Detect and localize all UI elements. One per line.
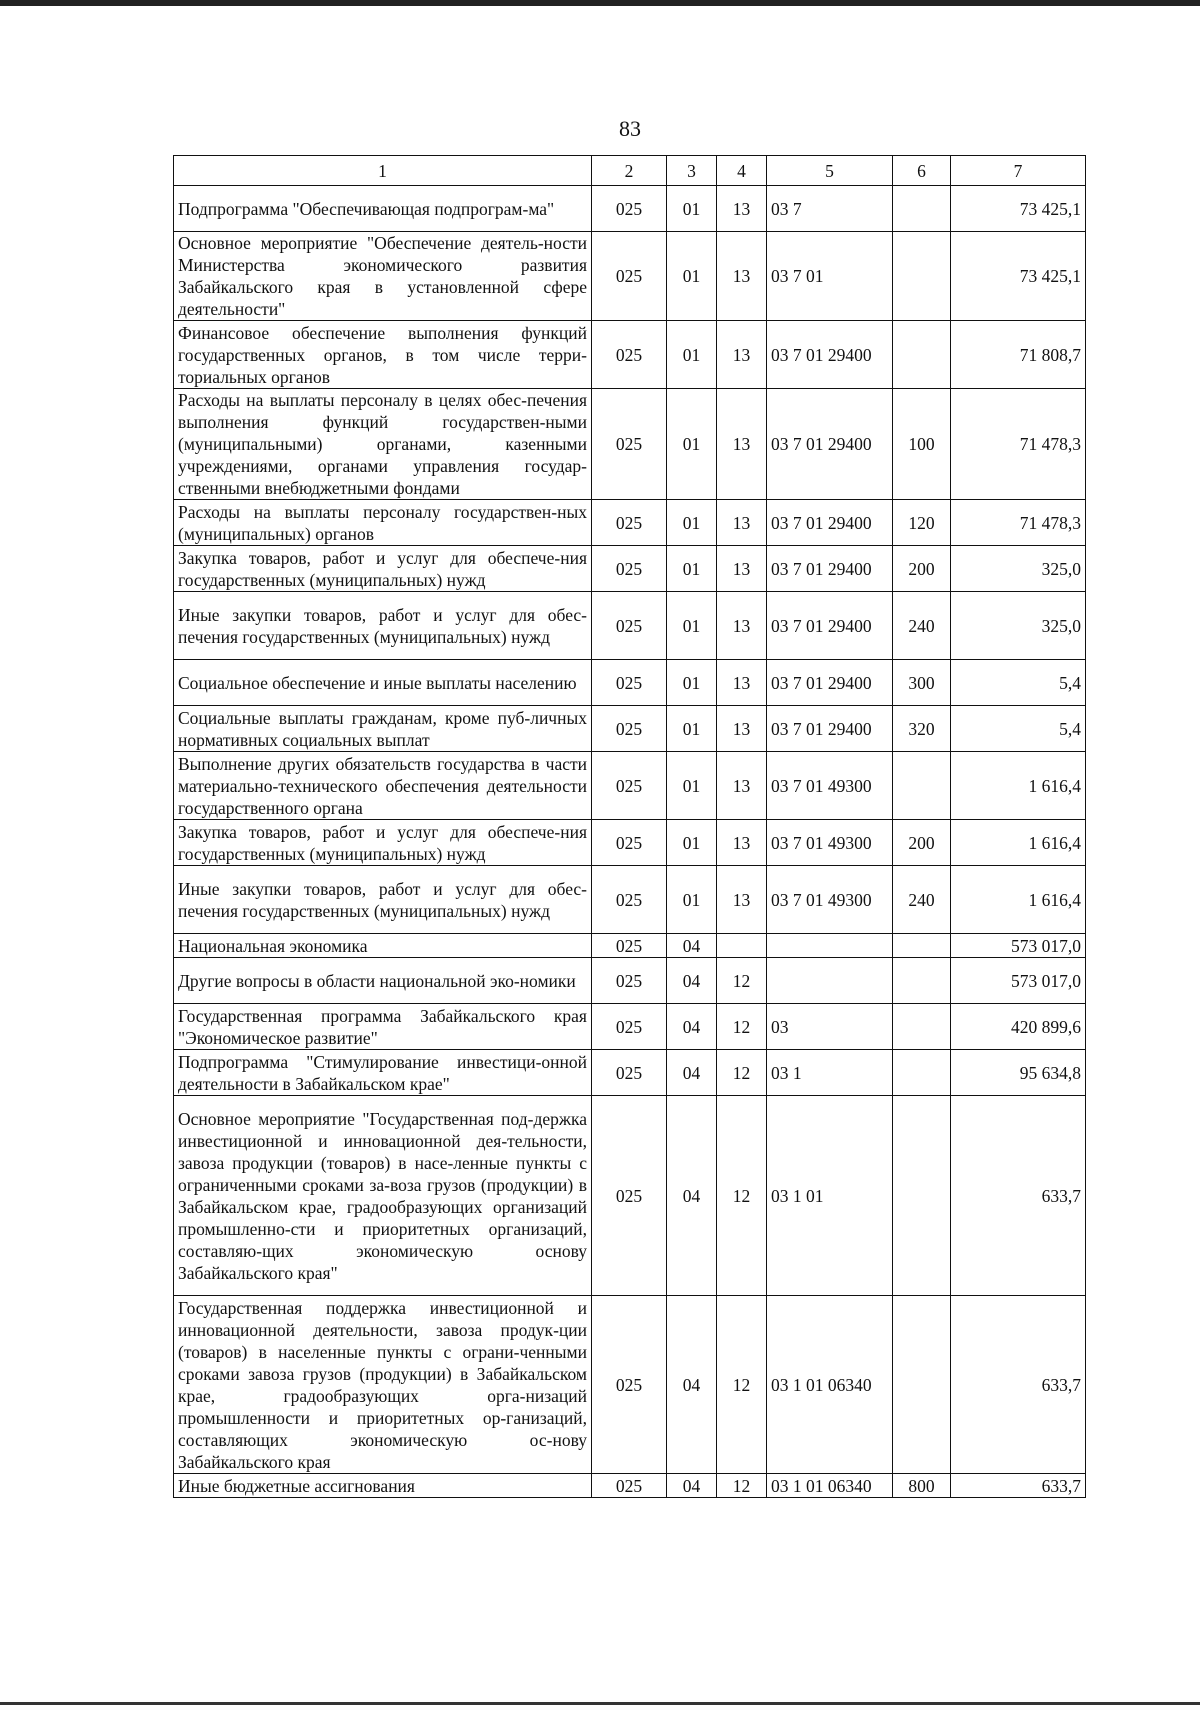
table-row: [174, 500, 1086, 546]
row-name: Подпрограмма "Обеспечивающая подпрограм-ма": [174, 186, 592, 232]
row-section: 04: [667, 1296, 717, 1474]
row-section: 04: [667, 1050, 717, 1096]
row-expense-type: 800: [893, 1474, 951, 1498]
row-target-article: 03 1 01: [767, 1096, 893, 1296]
row-name: Расходы на выплаты персоналу государствен-ных (муниципальных) органов: [174, 500, 592, 546]
row-admin-code: 025: [592, 1096, 667, 1296]
row-section: 01: [667, 866, 717, 934]
header-row: [174, 156, 1086, 186]
row-name: Иные закупки товаров, работ и услуг для обес-печения государственных (муниципальных) нужд: [174, 592, 592, 660]
row-amount: 325,0: [951, 546, 1086, 592]
row-admin-code: 025: [592, 752, 667, 820]
row-amount: 573 017,0: [951, 934, 1086, 958]
row-section: 04: [667, 1096, 717, 1296]
row-admin-code: 025: [592, 958, 667, 1004]
row-subsection: 13: [717, 866, 767, 934]
row-expense-type: 320: [893, 706, 951, 752]
row-subsection: 13: [717, 592, 767, 660]
row-target-article: 03 7 01 49300: [767, 866, 893, 934]
table-row: [174, 1050, 1086, 1096]
column-header: 3: [667, 156, 717, 186]
row-name: Закупка товаров, работ и услуг для обеспече-ния государственных (муниципальных) нужд: [174, 820, 592, 866]
row-expense-type: [893, 186, 951, 232]
row-expense-type: [893, 1050, 951, 1096]
row-admin-code: 025: [592, 934, 667, 958]
row-section: 04: [667, 1474, 717, 1498]
table-row: [174, 592, 1086, 660]
row-target-article: 03 7 01 49300: [767, 752, 893, 820]
table-row: [174, 752, 1086, 820]
row-section: 01: [667, 546, 717, 592]
column-header: 5: [767, 156, 893, 186]
row-admin-code: 025: [592, 389, 667, 500]
row-target-article: 03 1 01 06340: [767, 1296, 893, 1474]
row-subsection: 13: [717, 186, 767, 232]
row-section: 01: [667, 321, 717, 389]
budget-table: [173, 155, 1086, 1498]
row-name: Государственная поддержка инвестиционной и инновационной деятельности, завоза продук-ции (товаров) в населенные пункты с ограни-ченными сроками завоза грузов (продукции) в Забайкальском крае, градообразующих орга-низаций промышленности и приоритетных ор-ганизаций, составляющих экономическую ос-нову Забайкальского края: [174, 1296, 592, 1474]
row-target-article: 03 1: [767, 1050, 893, 1096]
row-section: 01: [667, 389, 717, 500]
row-admin-code: 025: [592, 866, 667, 934]
row-amount: 71 478,3: [951, 389, 1086, 500]
row-name: Выполнение других обязательств государства в части материально-технического обеспечения деятельности государственного органа: [174, 752, 592, 820]
row-subsection: 12: [717, 958, 767, 1004]
row-subsection: 13: [717, 546, 767, 592]
row-amount: 633,7: [951, 1096, 1086, 1296]
row-subsection: 13: [717, 389, 767, 500]
row-target-article: [767, 934, 893, 958]
row-subsection: 12: [717, 1474, 767, 1498]
row-expense-type: [893, 958, 951, 1004]
row-admin-code: 025: [592, 660, 667, 706]
table-row: [174, 1096, 1086, 1296]
row-target-article: 03: [767, 1004, 893, 1050]
row-expense-type: 100: [893, 389, 951, 500]
row-admin-code: 025: [592, 232, 667, 321]
row-expense-type: 200: [893, 820, 951, 866]
row-subsection: 13: [717, 752, 767, 820]
row-expense-type: 300: [893, 660, 951, 706]
table-row: [174, 186, 1086, 232]
table-row: [174, 820, 1086, 866]
table-row: [174, 1004, 1086, 1050]
row-amount: 71 478,3: [951, 500, 1086, 546]
row-expense-type: 120: [893, 500, 951, 546]
table-row: [174, 958, 1086, 1004]
scan-bottom-edge: [0, 1702, 1200, 1705]
row-amount: 573 017,0: [951, 958, 1086, 1004]
row-expense-type: [893, 1096, 951, 1296]
row-section: 01: [667, 660, 717, 706]
row-amount: 73 425,1: [951, 232, 1086, 321]
row-target-article: 03 7 01 29400: [767, 546, 893, 592]
row-admin-code: 025: [592, 546, 667, 592]
row-amount: 633,7: [951, 1296, 1086, 1474]
column-header: 2: [592, 156, 667, 186]
row-expense-type: [893, 934, 951, 958]
row-name: Другие вопросы в области национальной эко-номики: [174, 958, 592, 1004]
column-header: 6: [893, 156, 951, 186]
row-name: Государственная программа Забайкальского края "Экономическое развитие": [174, 1004, 592, 1050]
row-target-article: 03 7 01 29400: [767, 500, 893, 546]
row-section: 01: [667, 592, 717, 660]
table-row: [174, 706, 1086, 752]
row-admin-code: 025: [592, 592, 667, 660]
row-target-article: 03 7 01 29400: [767, 321, 893, 389]
row-amount: 95 634,8: [951, 1050, 1086, 1096]
row-subsection: 12: [717, 1096, 767, 1296]
row-section: 01: [667, 186, 717, 232]
row-section: 01: [667, 706, 717, 752]
row-section: 01: [667, 752, 717, 820]
row-expense-type: [893, 1004, 951, 1050]
row-subsection: 13: [717, 660, 767, 706]
row-name: Закупка товаров, работ и услуг для обеспече-ния государственных (муниципальных) нужд: [174, 546, 592, 592]
row-name: Социальные выплаты гражданам, кроме пуб-личных нормативных социальных выплат: [174, 706, 592, 752]
row-name: Подпрограмма "Стимулирование инвестици-онной деятельности в Забайкальском крае": [174, 1050, 592, 1096]
row-admin-code: 025: [592, 706, 667, 752]
row-name: Иные бюджетные ассигнования: [174, 1474, 592, 1498]
row-name: Финансовое обеспечение выполнения функций государственных органов, в том числе терри-ториальных органов: [174, 321, 592, 389]
row-target-article: 03 7 01 29400: [767, 592, 893, 660]
row-expense-type: [893, 321, 951, 389]
row-amount: 1 616,4: [951, 866, 1086, 934]
row-name: Национальная экономика: [174, 934, 592, 958]
row-amount: 325,0: [951, 592, 1086, 660]
row-admin-code: 025: [592, 500, 667, 546]
scan-top-edge: [0, 0, 1200, 6]
row-admin-code: 025: [592, 321, 667, 389]
column-header: 7: [951, 156, 1086, 186]
row-subsection: [717, 934, 767, 958]
row-target-article: 03 7 01 29400: [767, 706, 893, 752]
row-amount: 71 808,7: [951, 321, 1086, 389]
row-amount: 1 616,4: [951, 820, 1086, 866]
row-section: 01: [667, 232, 717, 321]
row-expense-type: 200: [893, 546, 951, 592]
column-header: 4: [717, 156, 767, 186]
row-expense-type: 240: [893, 866, 951, 934]
row-admin-code: 025: [592, 1296, 667, 1474]
row-target-article: [767, 958, 893, 1004]
column-header: 1: [174, 156, 592, 186]
table-row: [174, 866, 1086, 934]
row-subsection: 13: [717, 820, 767, 866]
row-expense-type: 240: [893, 592, 951, 660]
row-section: 04: [667, 958, 717, 1004]
row-section: 01: [667, 820, 717, 866]
row-subsection: 13: [717, 232, 767, 321]
row-expense-type: [893, 752, 951, 820]
row-admin-code: 025: [592, 1474, 667, 1498]
row-name: Социальное обеспечение и иные выплаты населению: [174, 660, 592, 706]
row-expense-type: [893, 232, 951, 321]
table-row: [174, 1474, 1086, 1498]
row-section: 04: [667, 934, 717, 958]
row-amount: 73 425,1: [951, 186, 1086, 232]
row-section: 01: [667, 500, 717, 546]
table-row: [174, 232, 1086, 321]
table-row: [174, 321, 1086, 389]
row-target-article: 03 7 01 49300: [767, 820, 893, 866]
row-amount: 1 616,4: [951, 752, 1086, 820]
table-row: [174, 934, 1086, 958]
table-row: [174, 389, 1086, 500]
row-subsection: 13: [717, 321, 767, 389]
row-subsection: 13: [717, 500, 767, 546]
table-row: [174, 546, 1086, 592]
row-amount: 5,4: [951, 660, 1086, 706]
row-name: Основное мероприятие "Обеспечение деятель-ности Министерства экономического развития Забайкальского края в установленной сфере деятельности": [174, 232, 592, 321]
row-admin-code: 025: [592, 186, 667, 232]
row-target-article: 03 7: [767, 186, 893, 232]
row-target-article: 03 7 01: [767, 232, 893, 321]
page-number: 83: [619, 116, 641, 141]
row-subsection: 13: [717, 706, 767, 752]
row-admin-code: 025: [592, 1050, 667, 1096]
row-amount: 420 899,6: [951, 1004, 1086, 1050]
table-row: [174, 660, 1086, 706]
row-name: Иные закупки товаров, работ и услуг для обес-печения государственных (муниципальных) нужд: [174, 866, 592, 934]
row-amount: 5,4: [951, 706, 1086, 752]
row-section: 04: [667, 1004, 717, 1050]
table-row: [174, 1296, 1086, 1474]
row-expense-type: [893, 1296, 951, 1474]
row-admin-code: 025: [592, 820, 667, 866]
row-subsection: 12: [717, 1296, 767, 1474]
row-name: Основное мероприятие "Государственная под-держка инвестиционной и инновационной дея-тельности, завоза продукции (товаров) в насе-ленные пункты с ограниченными сроками за-воза грузов (продукции) в Забайкальском крае, градообразующих организаций промышленно-сти и приоритетных организаций, составляю-щих экономическую основу Забайкальского края": [174, 1096, 592, 1296]
row-subsection: 12: [717, 1050, 767, 1096]
row-subsection: 12: [717, 1004, 767, 1050]
row-target-article: 03 7 01 29400: [767, 389, 893, 500]
row-target-article: 03 7 01 29400: [767, 660, 893, 706]
row-admin-code: 025: [592, 1004, 667, 1050]
row-amount: 633,7: [951, 1474, 1086, 1498]
row-name: Расходы на выплаты персоналу в целях обес-печения выполнения функций государствен-ными (муниципальными) органами, казенными учреждениями, органами управления государ-ственными внебюджетными фондами: [174, 389, 592, 500]
row-target-article: 03 1 01 06340: [767, 1474, 893, 1498]
